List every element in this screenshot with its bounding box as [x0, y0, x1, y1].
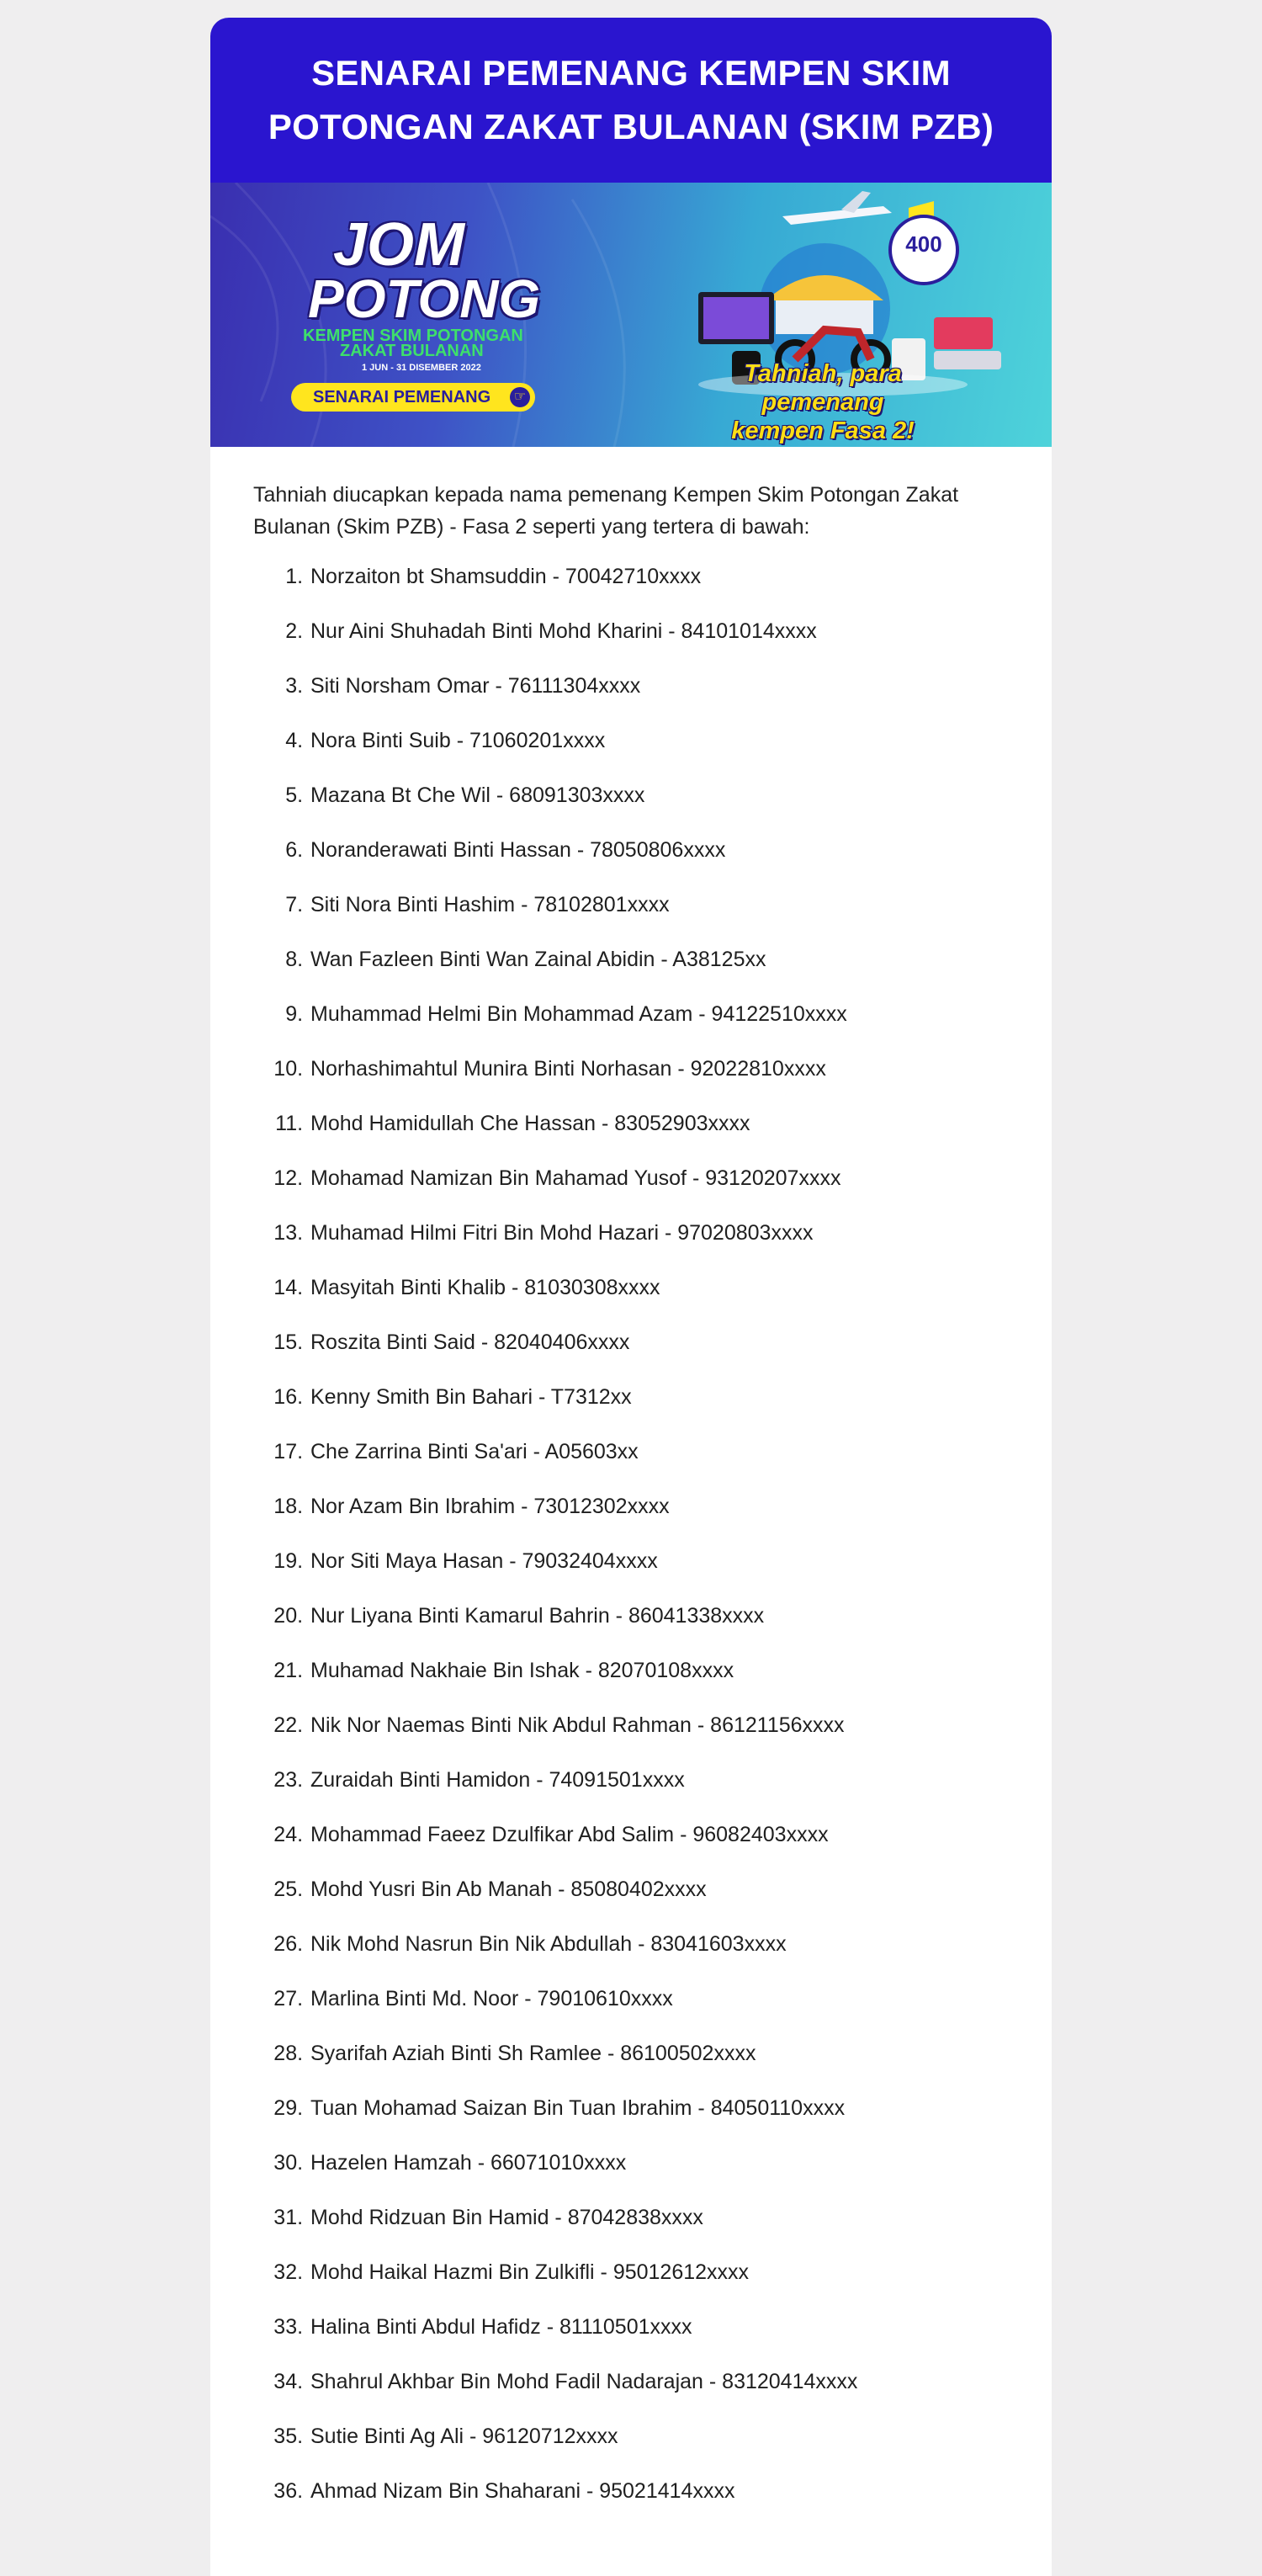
prize-count: 400 — [905, 231, 942, 257]
winner-item: 22. Nik Nor Naemas Binti Nik Abdul Rahman - 86121156xxxx — [309, 1712, 1009, 1739]
winner-item: 35. Sutie Binti Ag Ali - 96120712xxxx — [309, 2423, 1009, 2451]
winner-item: 17. Che Zarrina Binti Sa'ari - A05603xx — [309, 1438, 1009, 1466]
congrats-message — [680, 359, 966, 445]
logo-subtitle-line1: KEMPEN SKIM POTONGAN — [303, 327, 523, 345]
winner-item: 13. Muhamad Hilmi Fitri Bin Mohd Hazari - 97020803xxxx — [309, 1219, 1009, 1247]
logo-potong-text: POTONG — [308, 268, 541, 329]
prize-count-badge — [888, 215, 959, 285]
winner-item: 8. Wan Fazleen Binti Wan Zainal Abidin - A38125xx — [309, 946, 1009, 974]
winner-item: 26. Nik Mohd Nasrun Bin Nik Abdullah - 83041603xxxx — [309, 1931, 1009, 1958]
announcement-body — [210, 447, 1052, 2505]
winner-item: 24. Mohammad Faeez Dzulfikar Abd Salim - 96082403xxxx — [309, 1821, 1009, 1849]
winner-item: 21. Muhamad Nakhaie Bin Ishak - 82070108xxxx — [309, 1657, 1009, 1685]
winner-item: 18. Nor Azam Bin Ibrahim - 73012302xxxx — [309, 1493, 1009, 1521]
winner-item: 12. Mohamad Namizan Bin Mahamad Yusof - 93120207xxxx — [309, 1165, 1009, 1192]
congrats-line1: Tahniah, para pemenang — [744, 360, 902, 416]
winner-item: 36. Ahmad Nizam Bin Shaharani - 95021414xxxx — [309, 2478, 1009, 2505]
winner-item: 34. Shahrul Akhbar Bin Mohd Fadil Nadarajan - 83120414xxxx — [309, 2368, 1009, 2396]
winner-item: 19. Nor Siti Maya Hasan - 79032404xxxx — [309, 1548, 1009, 1575]
winner-item: 31. Mohd Ridzuan Bin Hamid - 87042838xxxx — [309, 2204, 1009, 2232]
logo-jom-text: JOM — [333, 211, 465, 279]
page-title — [218, 46, 1044, 154]
pointer-icon: ☞ — [510, 387, 530, 407]
winners-list-button[interactable] — [291, 383, 535, 412]
winner-item: 29. Tuan Mohamad Saizan Bin Tuan Ibrahim - 84050110xxxx — [309, 2095, 1009, 2122]
page-header — [210, 18, 1052, 183]
winner-item: 11. Mohd Hamidullah Che Hassan - 83052903xxxx — [309, 1110, 1009, 1138]
winner-item: 32. Mohd Haikal Hazmi Bin Zulkifli - 95012612xxxx — [309, 2259, 1009, 2287]
winner-item: 28. Syarifah Aziah Binti Sh Ramlee - 86100502xxxx — [309, 2040, 1009, 2068]
winner-item: 14. Masyitah Binti Khalib - 81030308xxxx — [309, 1274, 1009, 1302]
winner-item: 27. Marlina Binti Md. Noor - 79010610xxxx — [309, 1985, 1009, 2013]
winner-item: 9. Muhammad Helmi Bin Mohammad Azam - 94122510xxxx — [309, 1001, 1009, 1028]
page-title-line2: POTONGAN ZAKAT BULANAN (SKIM PZB) — [268, 107, 994, 146]
winner-item: 25. Mohd Yusri Bin Ab Manah - 85080402xxxx — [309, 1876, 1009, 1904]
winners-list — [253, 563, 1009, 2505]
winner-item: 5. Mazana Bt Che Wil - 68091303xxxx — [309, 782, 1009, 810]
campaign-date: 1 JUN - 31 DISEMBER 2022 — [362, 363, 481, 373]
congrats-line2: kempen Fasa 2! — [731, 417, 915, 444]
winner-item: 2. Nur Aini Shuhadah Binti Mohd Kharini - 84101014xxxx — [309, 618, 1009, 645]
winner-item: 1. Norzaiton bt Shamsuddin - 70042710xxxx — [309, 563, 1009, 591]
winner-item: 30. Hazelen Hamzah - 66071010xxxx — [309, 2149, 1009, 2177]
winner-item: 15. Roszita Binti Said - 82040406xxxx — [309, 1329, 1009, 1357]
winner-item: 33. Halina Binti Abdul Hafidz - 81110501xxxx — [309, 2313, 1009, 2341]
winner-item: 16. Kenny Smith Bin Bahari - T7312xx — [309, 1384, 1009, 1411]
winner-item: 6. Noranderawati Binti Hassan - 78050806xxxx — [309, 837, 1009, 864]
announcement-card — [210, 18, 1052, 2576]
logo-subtitle-line2: ZAKAT BULANAN — [340, 342, 484, 360]
page-title-line1: SENARAI PEMENANG KEMPEN SKIM — [311, 53, 951, 93]
winner-item: 7. Siti Nora Binti Hashim - 78102801xxxx — [309, 891, 1009, 919]
campaign-banner — [210, 183, 1052, 447]
winner-item: 10. Norhashimahtul Munira Binti Norhasan - 92022810xxxx — [309, 1055, 1009, 1083]
winner-item: 4. Nora Binti Suib - 71060201xxxx — [309, 727, 1009, 755]
winner-item: 20. Nur Liyana Binti Kamarul Bahrin - 86041338xxxx — [309, 1602, 1009, 1630]
winner-item: 3. Siti Norsham Omar - 76111304xxxx — [309, 672, 1009, 700]
winner-item: 23. Zuraidah Binti Hamidon - 74091501xxxx — [309, 1766, 1009, 1794]
winners-list-button-label: SENARAI PEMENANG — [313, 388, 491, 406]
intro-paragraph: Tahniah diucapkan kepada nama pemenang Kempen Skim Potongan Zakat Bulanan (Skim PZB) - Fasa 2 seperti yang tertera di bawah: — [253, 483, 959, 539]
